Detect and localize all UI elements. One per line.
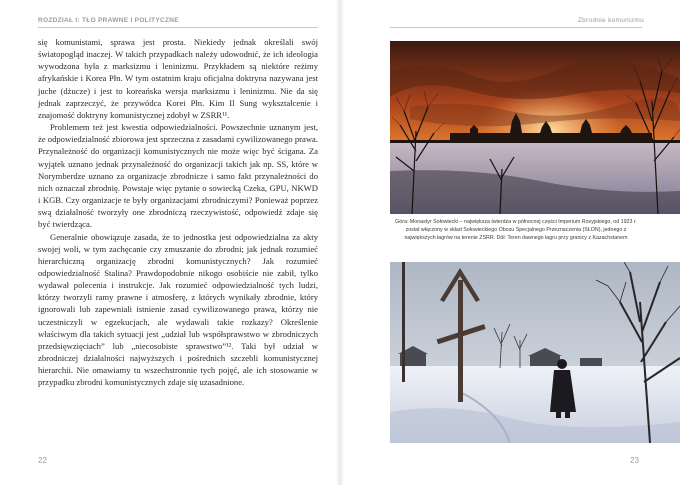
photo-caption: Góra: Monastyr Sołowiecki – największa twierdza w północnej części Imperium Rosyjskiego, od 1923 r. został włączony w skład Sołowieckiego Obozu Specjalnego Przeznaczenia (SŁON), jednego z największych łagrów na terenie ZSRR. Dół: Teren dawnego łagru przy granicy z Kazachstanem	[395, 219, 637, 241]
book-gutter	[336, 0, 344, 485]
left-page-number: 22	[38, 456, 47, 465]
right-head-rule	[390, 27, 642, 28]
left-running-head: ROZDZIAŁ I: TŁO PRAWNE I POLITYCZNE	[38, 17, 179, 24]
paragraph: się komunistami, sprawa jest prosta. Niekiedy jednak określali swój światopogląd inaczej. W takich przypadkach należy udowodnić, że ich ideologia wywodzona była z marksizmu i leninizmu. Przykładem są niektóre reżimy afrykańskie i Korea Płn. W tym ostatnim kraju oficjalna doktryna nazywana jest juche (dżucze) i jest to koreańska wersja marksizmu i leninizmu. Nie da się jednak zaprzeczyć, że przywódca Korei Płn. Kim Il Sung wykształcenie i znajomość doktryny komunistycznej zdobył w ZSRR¹¹.	[38, 37, 318, 120]
right-running-head: Zbrodnie komunizmu	[577, 17, 644, 24]
gulag-cross-photo	[390, 262, 680, 443]
monastery-sunset-photo	[390, 41, 680, 214]
paragraph: Generalnie obowiązuje zasada, że to jednostka jest odpowiedzialna za akty swojej woli, w tym zachęcanie czy zmuszanie do zbrodni; jak jednak rozumieć hierarchiczną organizację zbrodni komunistycznych? Jak rozumieć odpowiedzialność Stalina? Prawdopodobnie nikogo osobiście nie zabił, tylko wydawał polecenia i instrukcje. Jak rozumieć odpowiedzialność tych ludzi, którzy tworzyli ramy prawne i atmosferę, z których wynikały zbrodnie, który ignorowali lub zapewniali istnienie zasad cywilizowanego prawa, którzy nie uczestniczyli w egzekucjach, ale wydawali takie rozkazy? Określenie właściwym dla takich sytuacji jest „udział lub współsprawstwo w zbrodniczych przedsięwzięciach” lub „niecosobiste sprawstwo”¹². Taki był udział w zbrodniczej działalności najwyższych i pośrednich szczebli komunistycznej hierarchii. Nie omawiamy tu wszechstronnie tych pojęć, ale ich stosowanie w przypadku zbrodni komunistycznych zdaje się uzasadnione.	[38, 231, 318, 388]
left-head-rule	[38, 27, 318, 28]
right-page-number: 23	[630, 456, 639, 465]
paragraph: Problemem też jest kwestia odpowiedzialności. Powszechnie uznanym jest, że odpowiedzialność zbiorowa jest sprzeczna z zasadami cywilizowanego prawa. Przynależność do organizacji komunistycznych nie może więc być ścigana. Za wyjątek uznano jednak przynależność do organizacji takich jak np. SS, które w Norymberdze uznano za organizacje zbrodnicze i samo fakt przynależności do nich oznaczał zbrodnię. Powstaje więc pytanie o sowiecką Czeka, GPU, NKWD i KGB. Czy organizacje te były organizacjami zbrodniczymi? Ponieważ poprzez swą działalność tworzyły one zbrodniczą rzeczywistość, odpowiedź zdaje się być twierdząca.	[38, 122, 318, 230]
left-body-text	[38, 36, 318, 389]
